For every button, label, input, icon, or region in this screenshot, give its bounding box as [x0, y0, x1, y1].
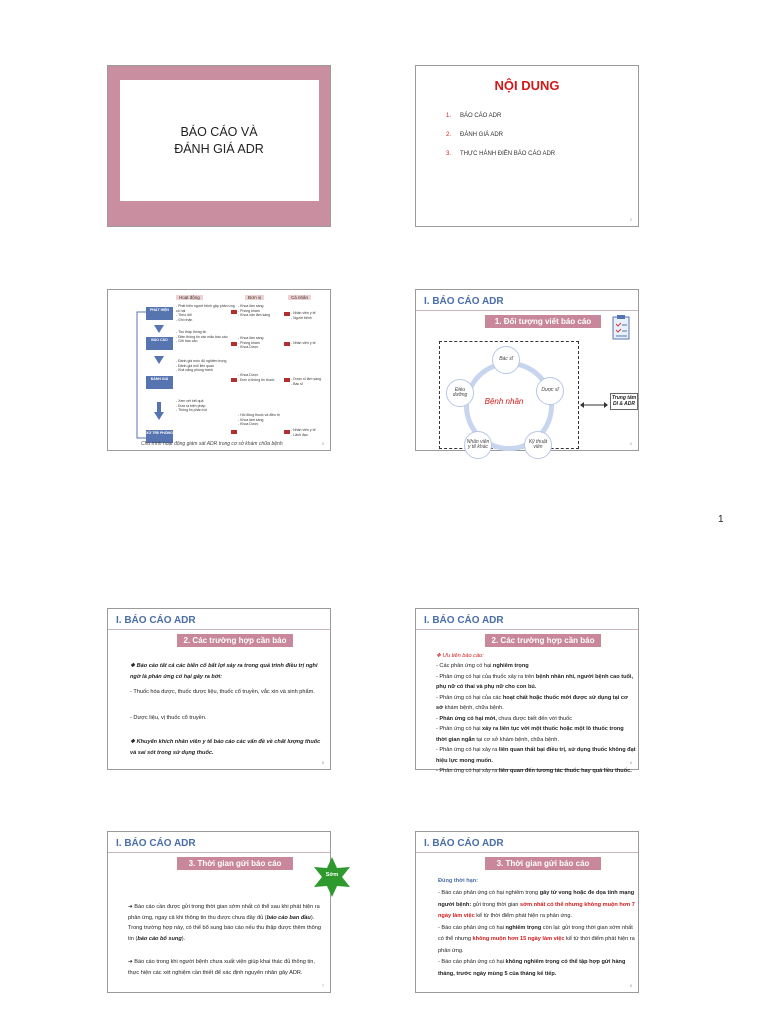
info-center-box: Trung tâm DI & ADR [610, 393, 638, 410]
person-text: - Nhân viên y tế - Lãnh đạo [291, 428, 316, 437]
divider [108, 852, 330, 853]
divider [416, 629, 638, 630]
priority-label: ❖ Ưu tiên báo cáo: [436, 653, 484, 659]
slide-7 [107, 831, 339, 993]
section-heading: I. BÁO CÁO ADR [424, 296, 504, 307]
section-banner: 1. Đối tượng viết báo cáo [485, 315, 601, 328]
arrow-icon: ➔ [128, 904, 133, 910]
slide-6 [415, 608, 639, 774]
slide-number: 4 [629, 441, 632, 446]
node-nurse: Điều dưỡng [446, 379, 474, 407]
slide-5 [107, 608, 331, 770]
link-arrow [284, 430, 290, 434]
center-node: Bệnh nhân [484, 396, 524, 406]
flow-step: PHÁT HIỆN [146, 307, 173, 320]
person-text: - Nhân viên y tế [291, 341, 316, 345]
section-banner: 2. Các trường hợp cần báo cáo [177, 634, 293, 647]
diamond-icon: ❖ [130, 739, 137, 745]
star-label: Sớm [325, 872, 339, 878]
link-arrow [231, 310, 237, 314]
section-banner: 3. Thời gian gửi báo cáo [177, 857, 293, 870]
body-text: ➔ Báo cáo trong khi người bệnh chưa xuất viện giúp khai thác đủ thông tin, thực hiện các xét nghiệm cần thiết để xác định nguyên nhân gây ADR. [128, 959, 315, 976]
body-text: - Báo cáo phản ứng có hại nghiêm trọng gây tử vong hoặc đe dọa tính mạng người bệnh: gửi trong thời gian sớm nhất có thể nhưng không muộn hơn 7 ngày làm việc kể từ thời điểm phát hiện ra phản ứng. - Báo cáo phản ứng có hại nghiêm trọng còn lại: gửi trong thời gian sớm nhất có thể nhưng không muộn hơn 15 ngày làm việc kể từ thời điểm phát hiện ra phản ứng. - Báo cáo phản ứng có hại không nghiêm trọng có thể tập hợp gửi hàng tháng, trước ngày mùng 5 của tháng kế tiếp. [438, 890, 635, 977]
link-arrow [284, 312, 290, 316]
diamond-icon: ❖ [436, 653, 443, 659]
section-heading: I. BÁO CÁO ADR [424, 838, 504, 849]
body-text: - Các phản ứng có hại nghiêm trọng - Phản ứng có hại của thuốc xảy ra trên bệnh nhân nhi, người bệnh cao tuổi, phụ nữ có thai và phụ nữ cho con bú. - Phản ứng có hại của các hoạt chất hoặc thuốc mới được sử dụng tại cơ sở khám bệnh, chữa bệnh. - Phản ứng có hại mới, chưa được biết đến với thuốc - Phản ứng có hại xảy ra liên tục với một thuốc hoặc một lô thuốc trong thời gian ngắn tại cơ sở khám bệnh, chữa bệnh. - Phản ứng có hại xảy ra liên quan thất bại điều trị, sử dụng thuốc không đạt hiệu lực mong muốn. - Phản ứng có hại xảy ra liên quan đến tương tác thuốc hay quá liều thuốc. [436, 663, 636, 774]
slide-number: 2 [629, 217, 632, 222]
list-item: 2. ĐÁNH GIÁ ADR [446, 132, 504, 138]
slide-number: 7 [321, 983, 324, 988]
unit-text: - Khoa Dược - Đơn vị thông tin thuốc [238, 373, 275, 382]
double-arrow-icon [579, 401, 609, 409]
flow-step: ĐÁNH GIÁ [146, 376, 173, 389]
slide-number: 1 [321, 217, 324, 222]
down-arrow-icon [154, 356, 164, 364]
slide-3 [107, 289, 331, 451]
person-text: - Dược sĩ lâm sàng - Bác sĩ [291, 377, 321, 386]
body-text: - Dược liệu, vị thuốc cổ truyền. [130, 715, 207, 721]
node-pharmacist: Dược sĩ [536, 377, 564, 405]
person-text: - Nhân viên y tế - Người bệnh [291, 311, 316, 320]
accent-bar [120, 209, 319, 212]
link-arrow [231, 342, 237, 346]
section-heading: I. BÁO CÁO ADR [116, 615, 196, 626]
flow-connector [133, 310, 149, 440]
flow-step: XỬ TRÍ/ PHÒNG [146, 430, 173, 443]
section-banner: 3. Thời gian gửi báo cáo [485, 857, 601, 870]
slide-1 [107, 65, 331, 227]
activity-text: - Thu thập thông tin - Điền thông tin vào mẫu báo cáo - Gửi báo cáo [176, 330, 228, 344]
list-item: 1. BÁO CÁO ADR [446, 113, 502, 119]
checklist-icon [610, 314, 634, 342]
unit-text: - Khoa lâm sàng - Phòng khám - Khoa Dược [238, 336, 264, 350]
body-text: - Thuốc hóa dược, thuốc dược liệu, thuốc cổ truyền, vắc xin và sinh phẩm. [130, 689, 315, 695]
slide-number: 6 [629, 760, 632, 765]
bullet-text: ❖ Khuyến khích nhân viên y tế báo cáo các vấn đề về chất lượng thuốc và sai sót trong sử dụng thuốc. [130, 739, 321, 756]
flow-arrow [157, 402, 161, 412]
link-arrow [231, 430, 237, 434]
deadline-label: Đúng thời hạn: [438, 878, 479, 884]
slide-8 [415, 831, 639, 993]
link-arrow [231, 378, 237, 382]
slide-number: 8 [629, 983, 632, 988]
divider [416, 310, 638, 311]
flow-step: BÁO CÁO [146, 337, 173, 350]
link-arrow [284, 342, 290, 346]
bullet-text: ❖ Báo cáo tất cả các biến cố bất lợi xảy ra trong quá trình điều trị nghi ngờ là phản ứng có hại gây ra bởi: [130, 663, 318, 680]
list-item: 3. THỰC HÀNH ĐIỀN BÁO CÁO ADR [446, 151, 556, 157]
slide-number: 3 [321, 441, 324, 446]
link-arrow [284, 378, 290, 382]
divider [416, 852, 638, 853]
down-arrow-icon [154, 325, 164, 333]
column-header: Hoạt động [176, 295, 203, 300]
slide-4 [415, 289, 639, 451]
down-arrow-icon [154, 412, 164, 420]
slide-title: NỘI DUNG [494, 78, 560, 93]
unit-text: - Khoa lâm sàng - Phòng khám - Khoa cận lâm sàng [238, 304, 271, 318]
section-banner: 2. Các trường hợp cần báo cáo [485, 634, 601, 647]
diagram-caption: Chu trình hoạt động giám sát ADR trong cơ sở khám chữa bệnh [141, 441, 283, 447]
body-text: ➔ Báo cáo cần được gửi trong thời gian sớm nhất có thể sau khi phát hiện ra phản ứng, ngay cả khi thông tin thu được chưa đầy đủ (báo cáo ban đầu). Trong trường hợp này, có thể bổ sung báo cáo nếu thu thập được thêm thông tin (báo cáo bổ sung). [128, 904, 321, 942]
arrow-icon: ➔ [128, 959, 133, 965]
node-doctor: Bác sĩ [492, 346, 520, 374]
activity-text: - Phát hiện người bệnh gặp phản ứng có hại - Theo dõi - Ghi nhận [176, 304, 235, 322]
section-heading: I. BÁO CÁO ADR [116, 838, 196, 849]
divider [108, 629, 330, 630]
column-header: Cá nhân [288, 295, 311, 300]
node-other-staff: Nhân viên y tế khác [464, 431, 492, 459]
activity-text: - Xem xét kết quả - Đưa ra biện pháp - Thông tin phản hồi [176, 399, 208, 413]
slide-2 [415, 65, 639, 227]
slide-title: BÁO CÁO VÀ ĐÁNH GIÁ ADR [174, 125, 264, 156]
unit-text: - Hội đồng thuốc và điều trị - Khoa lâm sàng - Khoa Dược [238, 413, 280, 427]
activity-text: - Đánh giá mức độ nghiêm trọng - Đánh giá mối liên quan - Khả năng phòng tránh [176, 359, 227, 373]
section-heading: I. BÁO CÁO ADR [424, 615, 504, 626]
column-header: Đơn vị [245, 295, 264, 300]
diamond-icon: ❖ [130, 663, 137, 669]
page-number: 1 [718, 514, 724, 525]
slide-number: 5 [321, 760, 324, 765]
node-technician: Kỹ thuật viên [524, 431, 552, 459]
